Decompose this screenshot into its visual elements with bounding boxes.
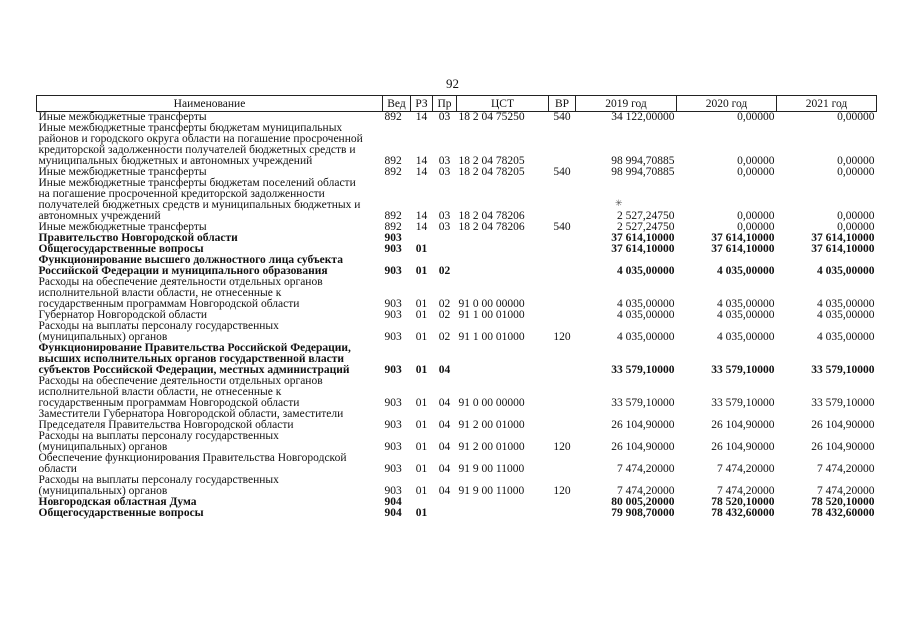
cell-rz: 01 bbox=[415, 298, 428, 310]
cell-2021: 0,00000 bbox=[837, 221, 875, 233]
cell-rz: 14 bbox=[415, 166, 428, 178]
cell-2020: 0,00000 bbox=[737, 210, 775, 222]
cell-vr bbox=[549, 255, 576, 277]
cell-name: Правительство Новгородской области bbox=[38, 232, 238, 244]
cell-2021: 4 035,00000 bbox=[817, 265, 875, 277]
cell-vr: 540 bbox=[553, 166, 571, 178]
cell-pr: 03 bbox=[438, 111, 451, 123]
cell-2019: 7 474,20000 bbox=[617, 463, 675, 475]
cell-2020: 0,00000 bbox=[737, 221, 775, 233]
cell-2019: 26 104,90000 bbox=[611, 419, 675, 431]
cell-pr bbox=[433, 508, 457, 519]
cell-2020: 7 474,20000 bbox=[717, 463, 775, 475]
cell-name: Иные межбюджетные трансферты bbox=[38, 221, 207, 233]
cell-2021: 7 474,20000 bbox=[817, 485, 875, 497]
cell-rz: 01 bbox=[415, 243, 428, 255]
cell-vr: 540 bbox=[553, 221, 571, 233]
cell-pr: 03 bbox=[438, 166, 451, 178]
cell-2021: 33 579,10000 bbox=[811, 397, 875, 409]
cell-2019: 33 579,10000 bbox=[611, 364, 675, 376]
cell-2019: 80 005,20000 bbox=[611, 496, 675, 508]
cell-2020: 4 035,00000 bbox=[717, 309, 775, 321]
cell-pr bbox=[433, 233, 457, 244]
cell-pr: 02 bbox=[438, 265, 451, 277]
cell-name: Обеспечение функционирования Правительства Новгородской области bbox=[38, 452, 347, 475]
cell-ved: 892 bbox=[384, 111, 402, 123]
cell-name: Расходы на обеспечение деятельности отдельных органов исполнительной власти области, не отнесенные к государственным программам Новгородской области bbox=[38, 375, 323, 409]
cell-name: Губернатор Новгородской области bbox=[38, 309, 208, 321]
cell-2021: 33 579,10000 bbox=[811, 364, 875, 376]
cell-pr: 03 bbox=[438, 221, 451, 233]
cell-2019: 4 035,00000 bbox=[617, 298, 675, 310]
table-row bbox=[37, 431, 877, 453]
cell-vr: 120 bbox=[553, 331, 571, 343]
cell-cst bbox=[457, 343, 549, 376]
cell-ved: 904 bbox=[384, 496, 402, 508]
cell-ved: 892 bbox=[384, 155, 402, 167]
cell-name: Иные межбюджетные трансферты bbox=[38, 111, 207, 123]
page-number: 92 bbox=[446, 76, 459, 91]
cell-cst bbox=[457, 233, 549, 244]
cell-vr bbox=[549, 376, 576, 409]
cell-2019: 2 527,24750 bbox=[617, 210, 675, 222]
cell-pr: 02 bbox=[438, 331, 451, 343]
cell-rz: 01 bbox=[415, 507, 428, 519]
cell-rz: 14 bbox=[415, 210, 428, 222]
cell-vr: 540 bbox=[553, 111, 571, 123]
table-row bbox=[37, 277, 877, 310]
cell-2020: 0,00000 bbox=[737, 166, 775, 178]
cell-ved: 903 bbox=[384, 298, 402, 310]
cell-name: Расходы на обеспечение деятельности отдельных органов исполнительной власти области, не отнесенные к государственным программам Новгородской области bbox=[38, 276, 323, 310]
cell-pr: 04 bbox=[438, 463, 451, 475]
cell-cst: 18 2 04 78206 bbox=[458, 221, 525, 233]
cell-2020: 4 035,00000 bbox=[717, 331, 775, 343]
cell-2019: 37 614,10000 bbox=[611, 243, 675, 255]
cell-vr bbox=[549, 123, 576, 167]
cell-rz: 01 bbox=[415, 463, 428, 475]
cell-2019: 34 122,00000 bbox=[611, 111, 675, 123]
budget-table-container bbox=[36, 95, 876, 519]
cell-2020: 78 432,60000 bbox=[711, 507, 775, 519]
cell-rz: 01 bbox=[415, 265, 428, 277]
cell-pr: 04 bbox=[438, 419, 451, 431]
cell-ved: 904 bbox=[384, 507, 402, 519]
cell-cst: 91 0 00 00000 bbox=[458, 397, 525, 409]
table-row bbox=[37, 453, 877, 475]
cell-cst: 91 9 00 11000 bbox=[458, 485, 525, 497]
cell-pr: 04 bbox=[438, 397, 451, 409]
cell-rz: 01 bbox=[415, 419, 428, 431]
cell-rz: 14 bbox=[415, 221, 428, 233]
cell-pr: 04 bbox=[438, 364, 451, 376]
cell-2020: 37 614,10000 bbox=[711, 243, 775, 255]
cell-rz: 01 bbox=[415, 364, 428, 376]
table-header-row bbox=[37, 96, 877, 112]
cell-cst: 91 0 00 00000 bbox=[458, 298, 525, 310]
header-2020: 2020 год bbox=[677, 96, 777, 112]
cell-ved: 903 bbox=[384, 265, 402, 277]
cell-name: Функционирование Правительства Российской Федерации, высших исполнительных органов государственной власти субъектов Российской Федерации, местных администраций bbox=[38, 342, 351, 376]
cell-2020: 0,00000 bbox=[737, 155, 775, 167]
header-name: Наименование bbox=[37, 96, 383, 112]
cell-ved: 903 bbox=[384, 441, 402, 453]
cell-2020: 26 104,90000 bbox=[711, 441, 775, 453]
cell-name: Функционирование высшего должностного лица субъекта Российской Федерации и муниципального образования bbox=[38, 254, 343, 277]
cell-cst: 91 1 00 01000 bbox=[458, 331, 525, 343]
cell-2021: 7 474,20000 bbox=[817, 463, 875, 475]
cell-2020: 78 520,10000 bbox=[711, 496, 775, 508]
cell-ved: 903 bbox=[384, 232, 402, 244]
cell-2019: 4 035,00000 bbox=[617, 331, 675, 343]
cell-cst: 91 9 00 11000 bbox=[458, 463, 525, 475]
header-cst: ЦСТ bbox=[457, 96, 549, 112]
cell-cst: 91 2 00 01000 bbox=[458, 419, 525, 431]
cell-2021: 78 432,60000 bbox=[811, 507, 875, 519]
cell-2021: 4 035,00000 bbox=[817, 309, 875, 321]
cell-2019: 79 908,70000 bbox=[611, 507, 675, 519]
cell-vr bbox=[549, 244, 576, 255]
cell-ved: 892 bbox=[384, 166, 402, 178]
cell-name: Общегосударственные вопросы bbox=[38, 507, 204, 519]
cell-2021: 0,00000 bbox=[837, 166, 875, 178]
cell-ved: 903 bbox=[384, 331, 402, 343]
cell-cst bbox=[457, 255, 549, 277]
table-row bbox=[37, 376, 877, 409]
cell-pr bbox=[433, 497, 457, 508]
cell-cst bbox=[457, 497, 549, 508]
table-row bbox=[37, 409, 877, 431]
header-2021: 2021 год bbox=[777, 96, 877, 112]
cell-rz: 01 bbox=[415, 331, 428, 343]
cell-2019: 2 527,24750 bbox=[617, 221, 675, 233]
cell-2021: 4 035,00000 bbox=[817, 298, 875, 310]
cell-name: Иные межбюджетные трансферты bbox=[38, 166, 207, 178]
cell-cst: 91 1 00 01000 bbox=[458, 309, 525, 321]
table-row bbox=[37, 475, 877, 497]
cell-vr bbox=[549, 233, 576, 244]
table-row bbox=[37, 255, 877, 277]
cell-rz: 01 bbox=[415, 441, 428, 453]
ink-mark: ✳ bbox=[615, 198, 623, 208]
table-row bbox=[37, 123, 877, 167]
cell-name: Расходы на выплаты персоналу государственных (муниципальных) органов bbox=[38, 430, 279, 453]
cell-ved: 903 bbox=[384, 419, 402, 431]
cell-cst: 18 2 04 78205 bbox=[458, 166, 525, 178]
cell-pr: 04 bbox=[438, 441, 451, 453]
cell-vr bbox=[549, 310, 576, 321]
cell-rz: 01 bbox=[415, 485, 428, 497]
cell-2019: 4 035,00000 bbox=[617, 265, 675, 277]
cell-rz: 14 bbox=[415, 111, 428, 123]
cell-2020: 7 474,20000 bbox=[717, 485, 775, 497]
cell-name: Заместители Губернатора Новгородской области, заместители Председателя Правительства Новгородской области bbox=[38, 408, 344, 431]
cell-2020: 37 614,10000 bbox=[711, 232, 775, 244]
cell-rz: 01 bbox=[415, 397, 428, 409]
cell-rz: 01 bbox=[415, 309, 428, 321]
cell-pr: 03 bbox=[438, 210, 451, 222]
header-pr: Пр bbox=[433, 96, 457, 112]
cell-2019: 7 474,20000 bbox=[617, 485, 675, 497]
cell-2020: 4 035,00000 bbox=[717, 298, 775, 310]
cell-ved: 892 bbox=[384, 210, 402, 222]
cell-cst bbox=[457, 244, 549, 255]
cell-pr: 02 bbox=[438, 298, 451, 310]
cell-vr: 120 bbox=[553, 485, 571, 497]
cell-cst: 91 2 00 01000 bbox=[458, 441, 525, 453]
cell-2019: 98 994,70885 bbox=[611, 166, 675, 178]
cell-ved: 903 bbox=[384, 485, 402, 497]
cell-vr bbox=[549, 508, 576, 519]
cell-ved: 903 bbox=[384, 364, 402, 376]
cell-2019: 33 579,10000 bbox=[611, 397, 675, 409]
cell-vr bbox=[549, 343, 576, 376]
cell-2021: 26 104,90000 bbox=[811, 419, 875, 431]
cell-2020: 0,00000 bbox=[737, 111, 775, 123]
cell-pr: 03 bbox=[438, 155, 451, 167]
cell-2019: 98 994,70885 bbox=[611, 155, 675, 167]
cell-2021: 78 520,10000 bbox=[811, 496, 875, 508]
header-vr: ВР bbox=[549, 96, 576, 112]
cell-name: Иные межбюджетные трансферты бюджетам поселений области на погашение просроченной кредиторской задолженности получателей бюджетных средств и муниципальных бюджетных и автономных учреждений bbox=[38, 177, 361, 222]
cell-rz: 14 bbox=[415, 155, 428, 167]
cell-name: Расходы на выплаты персоналу государственных (муниципальных) органов bbox=[38, 320, 279, 343]
cell-2019: 26 104,90000 bbox=[611, 441, 675, 453]
cell-2021: 0,00000 bbox=[837, 111, 875, 123]
cell-pr bbox=[433, 244, 457, 255]
cell-name: Иные межбюджетные трансферты бюджетам муниципальных районов и городского округа области на погашение просроченной кредиторской задолженности получателей бюджетных средств и муниципальных бюджетных и автономных учреждений bbox=[38, 122, 363, 167]
cell-2020: 33 579,10000 bbox=[711, 364, 775, 376]
cell-ved: 903 bbox=[384, 397, 402, 409]
cell-ved: 903 bbox=[384, 243, 402, 255]
table-body bbox=[37, 112, 877, 520]
budget-table bbox=[36, 95, 877, 519]
cell-vr bbox=[549, 497, 576, 508]
cell-2021: 26 104,90000 bbox=[811, 441, 875, 453]
cell-cst bbox=[457, 508, 549, 519]
header-2019: 2019 год bbox=[576, 96, 677, 112]
table-row bbox=[37, 321, 877, 343]
cell-2019: 4 035,00000 bbox=[617, 309, 675, 321]
cell-2020: 26 104,90000 bbox=[711, 419, 775, 431]
header-rz: РЗ bbox=[411, 96, 433, 112]
table-row bbox=[37, 343, 877, 376]
cell-pr: 04 bbox=[438, 485, 451, 497]
cell-2021: 37 614,10000 bbox=[811, 243, 875, 255]
cell-name: Расходы на выплаты персоналу государственных (муниципальных) органов bbox=[38, 474, 279, 497]
cell-cst: 18 2 04 78205 bbox=[458, 155, 525, 167]
cell-2019: 37 614,10000 bbox=[611, 232, 675, 244]
cell-ved: 903 bbox=[384, 309, 402, 321]
cell-2021: 4 035,00000 bbox=[817, 331, 875, 343]
cell-2021: 0,00000 bbox=[837, 155, 875, 167]
cell-2020: 4 035,00000 bbox=[717, 265, 775, 277]
cell-ved: 903 bbox=[384, 463, 402, 475]
cell-vr: 120 bbox=[553, 441, 571, 453]
cell-2020: 33 579,10000 bbox=[711, 397, 775, 409]
cell-2021: 0,00000 bbox=[837, 210, 875, 222]
cell-pr: 02 bbox=[438, 309, 451, 321]
cell-2021: 37 614,10000 bbox=[811, 232, 875, 244]
header-ved: Вед bbox=[383, 96, 411, 112]
cell-vr bbox=[549, 409, 576, 431]
cell-vr bbox=[549, 453, 576, 475]
cell-cst: 18 2 04 75250 bbox=[458, 111, 525, 123]
cell-vr bbox=[549, 277, 576, 310]
cell-cst: 18 2 04 78206 bbox=[458, 210, 525, 222]
cell-vr bbox=[549, 178, 576, 222]
cell-name: Новгородская областная Дума bbox=[38, 496, 197, 508]
cell-ved: 892 bbox=[384, 221, 402, 233]
table-row bbox=[37, 178, 877, 222]
table-row bbox=[37, 508, 877, 519]
cell-name: Общегосударственные вопросы bbox=[38, 243, 204, 255]
